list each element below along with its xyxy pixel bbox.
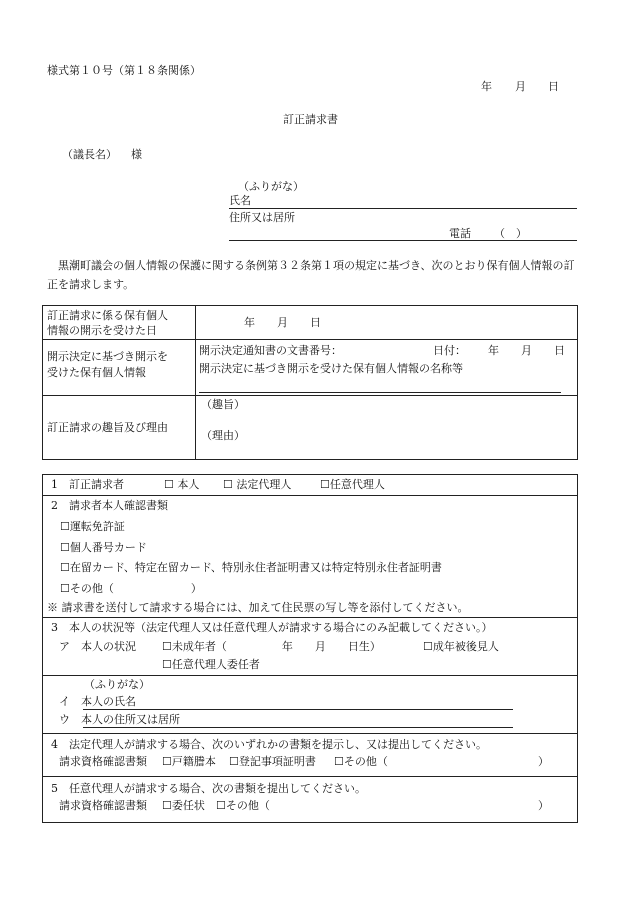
s2-item-my-number-card[interactable]: ☐個人番号カード: [60, 541, 147, 554]
s4-close-paren: ）: [538, 755, 549, 768]
s1-option-legal-agent[interactable]: ☐ 法定代理人: [223, 478, 292, 491]
date-day-label: 日: [548, 80, 559, 93]
s3-minor-option[interactable]: ☐未成年者（ 年 月 日生）: [162, 640, 381, 653]
s5-other-option[interactable]: ☐その他（: [216, 799, 270, 812]
s5-docs-label: 請求資格確認書類: [59, 799, 147, 812]
s5-label: 5 任意代理人が請求する場合、次の書類を提出してください。: [51, 782, 366, 795]
row3-reason-label: （理由）: [201, 429, 245, 442]
date-month-label: 月: [515, 80, 526, 93]
applicant-name-label: 氏名: [229, 194, 251, 207]
row2-date: 年 月 日: [488, 344, 565, 357]
s1-option-self[interactable]: ☐ 本人: [164, 478, 200, 491]
addressee-honorific: 様: [131, 148, 142, 161]
applicant-phone-parens: （ ）: [494, 227, 527, 240]
row2-info-name-label: 開示決定に基づき開示を受けた保有個人情報の名称等: [199, 362, 463, 375]
row3-purpose-label: （趣旨）: [201, 398, 245, 411]
date-year-label: 年: [481, 80, 492, 93]
s4-label: 4 法定代理人が請求する場合、次のいずれかの書類を提示し、又は提出してください。: [51, 738, 487, 751]
s4-registry-cert-option[interactable]: ☐登記事項証明書: [229, 755, 316, 768]
row1-date: 年 月 日: [244, 316, 321, 329]
row2-doc-number-label: 開示決定通知書の文書番号：: [199, 344, 342, 357]
addressee-name: （議長名）: [62, 148, 117, 161]
s3-i-label: イ 本人の氏名: [59, 695, 136, 708]
s2-note: ※ 請求書を送付して請求する場合には、加えて住民票の写し等を添付してください。: [47, 601, 469, 614]
s3-delegator-option[interactable]: ☐任意代理人委任者: [162, 658, 260, 671]
s3-furigana: （ふりがな）: [84, 678, 150, 691]
s3-u-label: ウ 本人の住所又は居所: [59, 713, 180, 726]
s3-a-label: ア 本人の状況: [59, 640, 136, 653]
address-underline: [229, 240, 577, 241]
s1-label: 1 訂正請求者: [51, 478, 124, 491]
s2-item-drivers-license[interactable]: ☐運転免許証: [60, 520, 125, 533]
intro-paragraph: 黒潮町議会の個人情報の保護に関する条例第３２条第１項の規定に基づき、次のとおり保有個人情報の訂正を請求します。: [47, 259, 575, 291]
row2-label-line1: 開示決定に基づき開示を: [47, 350, 168, 363]
s3-adult-guardian-option[interactable]: ☐成年被後見人: [423, 640, 499, 653]
row3-label: 訂正請求の趣旨及び理由: [47, 421, 168, 434]
row1-label-line1: 訂正請求に係る保有個人: [47, 309, 168, 322]
section-sep-1: [42, 495, 577, 496]
form-number: 様式第１０号（第１８条関係）: [47, 64, 201, 77]
s3-label: 3 本人の状況等（法定代理人又は任意代理人が請求する場合にのみ記載してください。）: [51, 621, 493, 634]
s3-name-underline: [83, 709, 513, 710]
section-sep-2: [42, 617, 577, 618]
applicant-phone-label: 電話: [449, 227, 471, 240]
row2-date-label: 日付：: [433, 344, 466, 357]
s4-docs-label: 請求資格確認書類: [59, 755, 147, 768]
s1-option-voluntary-agent[interactable]: ☐任意代理人: [320, 478, 385, 491]
applicant-address-label: 住所又は居所: [229, 211, 295, 224]
applicant-furigana: （ふりがな）: [238, 180, 304, 193]
s2-label: 2 請求者本人確認書類: [51, 499, 168, 512]
s4-family-register-option[interactable]: ☐戸籍謄本: [162, 755, 216, 768]
page-title: 訂正請求書: [283, 113, 338, 126]
s2-item-residence-card[interactable]: ☐在留カード、特定在留カード、特別永住者証明書又は特定特別永住者証明書: [60, 561, 442, 574]
s5-power-of-attorney-option[interactable]: ☐委任状: [162, 799, 205, 812]
disclosure-row-sep-2: [42, 395, 577, 396]
row1-label-line2: 情報の開示を受けた日: [47, 324, 157, 337]
name-underline: [229, 208, 577, 209]
disclosure-row-sep-1: [42, 339, 577, 340]
section-sep-3: [42, 675, 577, 676]
section-sep-5: [42, 776, 577, 777]
disclosure-table-divider: [195, 305, 196, 459]
row2-label-line2: 受けた保有個人情報: [47, 366, 146, 379]
section-sep-4: [42, 733, 577, 734]
s4-other-option[interactable]: ☐その他（: [334, 755, 388, 768]
s3-address-underline: [83, 727, 513, 728]
s5-close-paren: ）: [538, 799, 549, 812]
row2-underline: [199, 392, 561, 393]
s2-item-other[interactable]: ☐その他（ ）: [60, 582, 202, 595]
